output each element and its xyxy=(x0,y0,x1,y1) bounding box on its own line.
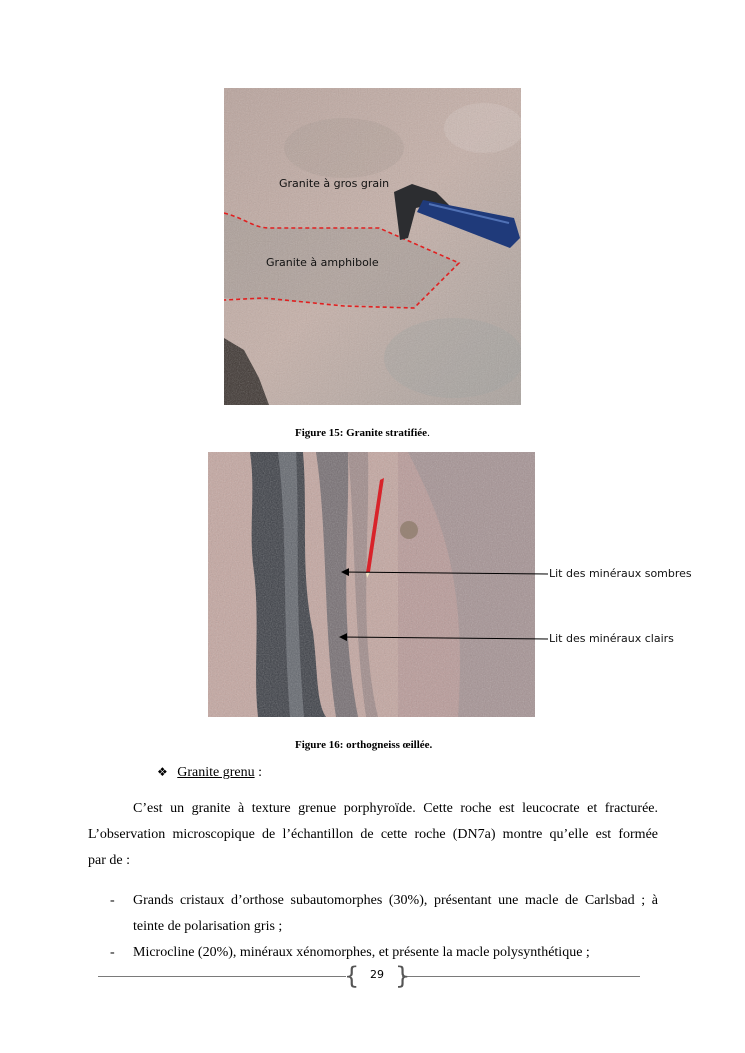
section-heading-colon: : xyxy=(254,765,263,780)
list-item-dash: - xyxy=(110,893,115,908)
list-item-line-2: teinte de polarisation gris ; xyxy=(133,919,283,934)
page-number: 29 xyxy=(370,968,384,981)
figure-15-photo xyxy=(224,88,521,405)
mineral-list xyxy=(110,888,658,966)
list-item xyxy=(110,888,658,940)
label-coarse-grain-granite: Granite à gros grain xyxy=(279,177,390,190)
figure-16-arrows xyxy=(330,560,560,650)
section-heading xyxy=(157,765,262,781)
paragraph-line-3: par de : xyxy=(88,853,130,868)
figure-16-caption: Figure 16: orthogneiss œillée. xyxy=(295,739,433,751)
figure-15-caption-text: Figure 15: Granite stratifiée xyxy=(295,427,428,439)
footer-bracket-right: } xyxy=(395,962,411,990)
list-item-line-1: Microcline (20%), minéraux xénomorphes, et présente la macle polysynthétique ; xyxy=(133,945,590,960)
list-item-dash: - xyxy=(110,945,115,960)
list-item-line-1: Grands cristaux d’orthose subautomorphes (30%), présentant une macle de Carlsbad ; à xyxy=(133,893,658,908)
label-dark-minerals-layer: Lit des minéraux sombres xyxy=(549,567,692,580)
label-amphibole-granite: Granite à amphibole xyxy=(266,256,379,269)
footer-rule-right xyxy=(402,976,640,977)
paragraph-line-2: L’observation microscopique de l’échantillon de cette roche (DN7a) montre qu’elle est formée xyxy=(88,827,658,842)
label-light-minerals-layer: Lit des minéraux clairs xyxy=(549,632,674,645)
body-paragraph xyxy=(88,796,658,874)
section-heading-text: Granite grenu xyxy=(177,765,255,780)
footer-rule-left xyxy=(98,976,346,977)
stratified-granite-image xyxy=(224,88,521,405)
footer-bracket-left: { xyxy=(344,962,360,990)
diamond-bullet-icon: ❖ xyxy=(157,765,168,779)
figure-15-caption xyxy=(295,427,430,439)
list-item xyxy=(110,940,658,966)
paragraph-line-1: C’est un granite à texture grenue porphyroïde. Cette roche est leucocrate et fracturée. xyxy=(133,801,658,816)
figure-15-caption-period: . xyxy=(427,427,430,439)
